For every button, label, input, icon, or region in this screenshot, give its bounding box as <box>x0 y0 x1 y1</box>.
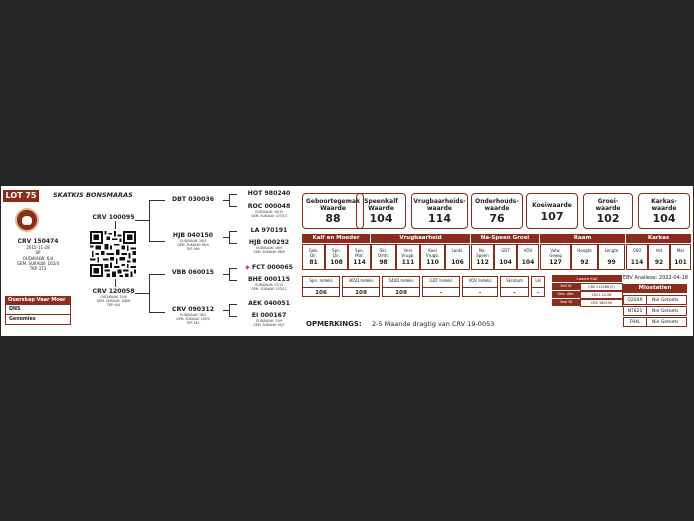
pedigree-gg1[interactable]: HOT 980240 <box>247 190 291 197</box>
miostatien-title: Miostatien <box>623 284 687 293</box>
trait-hoogte: Hoogte 92 <box>571 244 598 270</box>
trait-vet: Vet 92 <box>648 244 670 270</box>
laaste-kalf-title: Laaste Kalf <box>552 275 622 282</box>
section-kalf-en-moeder: Kalf en Moeder <box>302 234 370 243</box>
trait-koei-vrugb: Koei Vrugb. 110 <box>420 244 445 270</box>
miostatien-row: NT821 Nie Getoets <box>623 306 687 316</box>
legend-header: Ouerskap Vaar Moer <box>5 296 71 305</box>
parentage-legend <box>5 296 71 325</box>
ebv-analysis-date: EBV Analiese: 2022-04-18 <box>623 275 688 281</box>
trait-spn-mat: Spn. Mat. 114 <box>348 244 371 270</box>
animal-gem-sukalw: GEM. SUKALW: 102/4 <box>16 260 60 266</box>
animal-code: SP <box>35 250 41 256</box>
trait-gdt: GDT 104 <box>494 244 517 270</box>
trait-spn-dir: Spn. Dir. 108 <box>325 244 348 270</box>
value-box-karkas: Karkas- waarde 104 <box>638 193 690 229</box>
pedigree-sire-sire[interactable]: DBT 030036 <box>171 196 215 203</box>
breeder-logo-icon <box>15 208 39 232</box>
pedigree-dam-sire[interactable]: VBB 060015 <box>171 269 215 276</box>
animal-dob: 2015-11-28 <box>26 245 50 251</box>
trait-lengte: Lengte 99 <box>598 244 625 270</box>
trait-oso: OSO 114 <box>626 244 648 270</box>
pedigree-sire-dam[interactable]: HJB 040150 OUD/KALW: 18/4 GEM. SUKALW: 96/4 TKP 369 <box>172 232 214 251</box>
trait-na-speen: Na- Speen 112 <box>471 244 494 270</box>
pedigree-sire[interactable]: CRV 100095 <box>92 214 135 221</box>
qr-code-icon[interactable] <box>90 231 136 277</box>
value-box-vrugbaarheid: Vrugbaarheids- waarde 114 <box>411 193 468 229</box>
value-box-groei: Groei- waarde 102 <box>583 193 633 229</box>
remarks-label: OPMERKINGS: <box>306 320 362 328</box>
animal-id: CRV 150474 <box>17 238 59 245</box>
legend-row-dns: DNS <box>5 305 71 315</box>
value-box-geboortegemak: Geboortegemak Waarde 88 <box>302 193 364 229</box>
pedigree-dam-dam[interactable]: CRV 090312 OUD/KALW: 16/2 GEM. SUKALW: 105/2 TKP 342 <box>171 306 215 325</box>
animal-tkp: TKP 373 <box>29 266 47 272</box>
index-spn: Spn. Indeks 106 <box>302 276 340 297</box>
animal-info <box>3 239 73 271</box>
index-540d: 540D Indeks 109 <box>382 276 420 297</box>
laaste-kalf-key-id: Kalf ID <box>552 283 580 290</box>
value-box-koeiwaarde: Koeiwaarde 107 <box>526 193 578 229</box>
laaste-kalf-key-vaar: Vaar ID <box>552 299 580 306</box>
laaste-kalf-value-dtm: 2021-10-08 <box>580 291 623 299</box>
index-skrotum: Skrotum - <box>500 276 529 297</box>
pedigree-gg7[interactable]: AEK 040051 <box>248 300 290 307</box>
pedigree-gg3[interactable]: LA 970191 <box>250 227 288 234</box>
laaste-kalf-value-vaar: CRV 160190 <box>580 299 623 307</box>
pedigree-gg2[interactable]: ROC 000048 OUD/KALW: 16/15 GEM. SUKALW: 107/13 <box>247 203 291 218</box>
laaste-kalf-key-dtm: Geb. dtm. <box>552 291 580 298</box>
section-vrugbaarheid: Vrugbaarheid <box>371 234 470 243</box>
section-karkas: Karkas <box>626 234 691 243</box>
section-raam: Raam <box>540 234 625 243</box>
index-gdt: GDT Indeks - <box>422 276 460 297</box>
index-vov: VOV Indeks - <box>462 276 498 297</box>
index-365d: 365D Indeks 109 <box>342 276 380 297</box>
trait-volw-gewig: Volw. Gewig 127 <box>540 244 571 270</box>
index-lh: LH - <box>531 276 545 297</box>
trait-skr-omtr: Skr. Omtr. 98 <box>371 244 396 270</box>
miostatien-row: F94L Nie Getoets <box>623 317 687 327</box>
pedigree-gg6[interactable]: BHE 000115 OUD/KALW: 17/13 GEM. SUKALW: 103/12 <box>247 276 291 291</box>
legend-row-genomies: Genomies <box>5 315 71 325</box>
trait-vov: VOV 104 <box>517 244 539 270</box>
trait-mar: Mar 101 <box>670 244 691 270</box>
lot-name: SKATKIS BONSMARAS <box>53 191 133 199</box>
pedigree-gg8[interactable]: EI 000167 OUD/KALW: 15/9 GEM. SUKALW: 95/7 <box>251 312 287 327</box>
section-na-speen-groei: Na-Speen Groei <box>471 234 539 243</box>
lot-card <box>1 186 693 336</box>
pedigree-gg5[interactable]: ◈ FCT 000065 <box>245 264 293 271</box>
remarks <box>306 320 494 328</box>
value-box-speenkalf: Speenkalf Waarde 104 <box>356 193 406 229</box>
lot-number: LOT 75 <box>3 190 39 202</box>
pedigree-gg4[interactable]: HJB 000292 OUD/KALW: 16/9 GEM. SUKALW: 98/9 <box>248 239 290 254</box>
pedigree-dam[interactable]: CRV 120058 OUD/KALW: 15/6 GEM. SUKALW: 108/6 TKP 444 <box>92 288 135 307</box>
animal-oud-kalw: OUD/KALW: 6/4 <box>22 255 54 261</box>
remarks-text: 2-5 Maande dragtig van CRV 19-0053 <box>371 320 495 328</box>
value-box-onderhoud: Onderhouds- waarde 76 <box>471 193 523 229</box>
trait-lankl: Lankl. 106 <box>445 244 470 270</box>
miostatien-row: Q204X Nie Getoets <box>623 295 687 305</box>
trait-geb-dir: Geb. Dir. 81 <box>302 244 325 270</box>
breeder-mark-icon: ◈ <box>245 264 250 271</box>
laaste-kalf-value-id: CRV 210286 (F) <box>580 283 623 291</box>
trait-vers-vrugb: Vers Vrugb. 111 <box>396 244 420 270</box>
